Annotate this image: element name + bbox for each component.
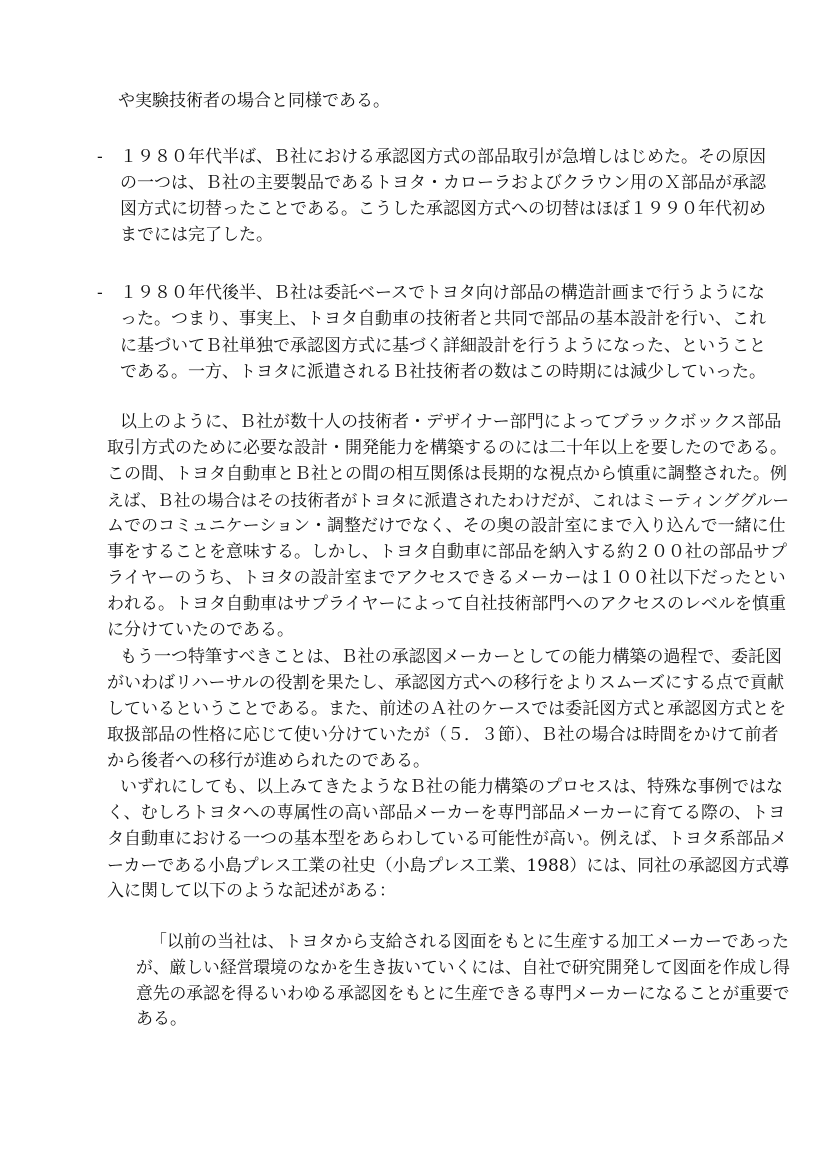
paragraph-1-line-1: 以上のように、Ｂ社が数十人の技術者・デザイナー部門によってブラックボックス部品	[120, 412, 782, 432]
paragraph-1-line-2: 取引方式のために必要な設計・開発能力を構築するのには二十年以上を要したのである。	[107, 438, 787, 458]
bullet-1-line-4: までには完了した。	[120, 225, 273, 245]
paragraph-2-line-1: もう一つ特筆すべきことは、Ｂ社の承認図メーカーとしての能力構築の過程で、委託図	[120, 647, 782, 667]
paragraph-2-line-5: から後者への移行が進められたのである。	[107, 751, 430, 771]
bullet-2-line-3: に基づいてＢ社単独で承認図方式に基づく詳細設計を行うようになった、ということ	[120, 336, 766, 356]
paragraph-1-line-9: に分けていたのである。	[107, 620, 294, 640]
paragraph-3-line-3: タ自動車における一つの基本型をあらわしている可能性が高い。例えば、トヨタ系部品メ	[107, 829, 787, 849]
quote-line-3: 意先の承認を得るいわゆる承認図をもとに生産できる専門メーカーになることが重要で	[136, 983, 790, 1003]
paragraph-1-line-4: えば、Ｂ社の場合はその技術者がトヨタに派遣されたわけだが、これはミーティンググルー	[107, 490, 790, 510]
bullet-2-line-4: である。一方、トヨタに派遣されるＢ社技術者の数はこの時期には減少していった。	[120, 362, 766, 382]
bullet-1-line-2: の一つは、Ｂ社の主要製品であるトヨタ・カローラおよびクラウン用のＸ部品が承認	[120, 173, 766, 193]
intro-line: や実験技術者の場合と同様である。	[118, 91, 390, 111]
bullet-2-line-2: った。つまり、事実上、トヨタ自動車の技術者と共同で部品の基本設計を行い、これ	[120, 309, 766, 329]
paragraph-3-line-4: ーカーである小島プレス工業の社史（小島プレス工業、1988）には、同社の承認図方式導	[107, 855, 790, 875]
paragraph-3-line-2: く、むしろトヨタへの専属性の高い部品メーカーを専門部品メーカーに育てる際の、トヨ	[107, 803, 786, 823]
paragraph-2-line-3: しているということである。また、前述のＡ社のケースでは委託図方式と承認図方式とを	[107, 699, 787, 719]
paragraph-1-line-6: 事をすることを意味する。しかし、トヨタ自動車に部品を納入する約２００社の部品サプ	[107, 542, 787, 562]
paragraph-2-line-4: 取扱部品の性格に応じて使い分けていたが（５．３節）、Ｂ社の場合は時間をかけて前者	[107, 725, 779, 745]
bullet-2-line-1: １９８０年代後半、Ｂ社は委託ベースでトヨタ向け部品の構造計画まで行うようにな	[120, 283, 765, 303]
paragraph-1-line-5: ムでのコミュニケーション・調整だけでなく、その奥の設計室にまで入り込んで一緒に仕	[107, 516, 786, 536]
bullet-1-line-3: 図方式に切替ったことである。こうした承認図方式への切替はほぼ１９９０年代初め	[120, 199, 766, 219]
paragraph-1-line-3: この間、トヨタ自動車とＢ社との間の相互関係は長期的な視点から慎重に調整された。例	[107, 464, 787, 484]
quote-line-2: が、厳しい経営環境のなかを生き抜いていくには、自社で研究開発して図面を作成し得	[136, 957, 790, 977]
bullet-marker: -	[97, 147, 103, 167]
bullet-marker: -	[97, 283, 103, 303]
paragraph-3-line-1: いずれにしても、以上みてきたようなＢ社の能力構築のプロセスは、特殊な事例ではな	[120, 777, 783, 797]
paragraph-1-line-7: ライヤーのうち、トヨタの設計室までアクセスできるメーカーは１００社以下だったとい	[107, 568, 786, 588]
quote-line-4: ある。	[136, 1009, 187, 1029]
paragraph-2-line-2: がいわばリハーサルの役割を果たし、承認図方式への移行をよりスムーズにする点で貢献	[107, 673, 784, 693]
bullet-1-line-1: １９８０年代半ば、Ｂ社における承認図方式の部品取引が急増しはじめた。その原因	[120, 147, 766, 167]
paragraph-3-line-5: 入に関して以下のような記述がある：	[107, 881, 396, 901]
quote-line-1: 「以前の当社は、トヨタから支給される図面をもとに生産する加工メーカーであった	[150, 931, 789, 951]
paragraph-1-line-8: われる。トヨタ自動車はサプライヤーによって自社技術部門へのアクセスのレベルを慎重	[107, 594, 786, 614]
